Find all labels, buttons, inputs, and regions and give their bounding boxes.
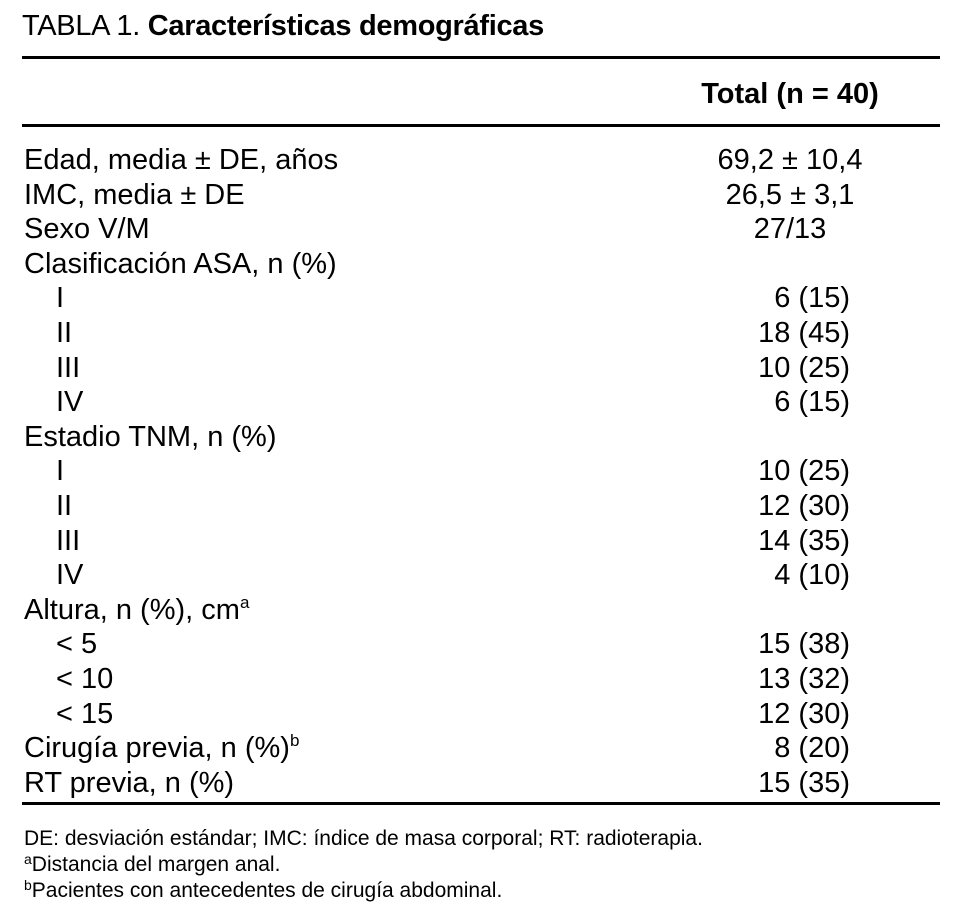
header-rule [22, 124, 940, 127]
table-row [0, 489, 953, 524]
table-row [0, 281, 953, 316]
row-value: 18 (45) [758, 316, 850, 349]
row-label: II [56, 489, 73, 522]
table-title [22, 6, 544, 46]
table-row [0, 178, 953, 213]
row-value: 27/13 [753, 213, 827, 246]
row-label: Clasificación ASA, n (%) [24, 247, 337, 280]
table-row [0, 212, 953, 247]
table-row [0, 558, 953, 593]
table-row [0, 316, 953, 351]
table-row [0, 731, 953, 766]
row-label: Estadio TNM, n (%) [24, 420, 277, 453]
table-row [0, 697, 953, 732]
row-value: 6 (15) [774, 386, 850, 419]
row-value: 13 (32) [758, 662, 850, 695]
row-label: Edad, media ± DE, años [24, 144, 339, 176]
table-body [0, 143, 953, 800]
row-label: IMC, media ± DE [24, 178, 245, 211]
row-value: 4 (10) [774, 559, 850, 592]
row-value: 6 (15) [774, 282, 850, 315]
footnote-a-marker: a [24, 851, 32, 867]
top-rule [22, 56, 940, 59]
table-title-prefix: TABLA 1. [22, 10, 140, 42]
row-label: < 15 [56, 697, 114, 730]
footnote-a-text: Distancia del margen anal. [31, 853, 281, 876]
footnote-abbreviations: DE: desviación estándar; IMC: índice de masa corporal; RT: radioterapia. [24, 827, 703, 850]
row-value: 15 (38) [758, 628, 850, 661]
row-value: 14 (35) [758, 524, 850, 557]
footnote-b [24, 878, 703, 904]
row-label [24, 731, 299, 766]
row-label: IV [56, 559, 84, 592]
column-header-total: Total (n = 40) [701, 78, 879, 110]
row-label: III [56, 351, 81, 384]
row-value: 10 (25) [758, 455, 850, 488]
table-row [0, 662, 953, 697]
row-value: 8 (20) [774, 732, 850, 765]
row-label-text: Cirugía previa, n (%) [24, 732, 290, 765]
table-row [0, 143, 953, 178]
table-title-main: Características demográficas [147, 10, 544, 42]
table-row-group-heading [0, 593, 953, 628]
footnote-marker-a: a [239, 592, 250, 612]
row-label: I [56, 282, 65, 315]
row-label: I [56, 455, 65, 488]
footnote-b-marker: b [24, 877, 32, 893]
row-value: 12 (30) [758, 697, 850, 730]
row-label [24, 593, 249, 628]
table-row-group-heading [0, 420, 953, 455]
table-row [0, 385, 953, 420]
footnote-b-text: Pacientes con antecedentes de cirugía abdominal. [31, 879, 503, 902]
table-row-group-heading [0, 247, 953, 282]
table-row [0, 454, 953, 489]
footnote-marker-b: b [289, 731, 300, 751]
row-value: 10 (25) [758, 351, 850, 384]
row-label: II [56, 316, 73, 349]
table-row [0, 351, 953, 386]
table-row [0, 766, 953, 801]
row-label: < 10 [56, 662, 114, 695]
footnote-a [24, 852, 703, 878]
row-label: < 5 [56, 628, 98, 661]
row-label: Sexo V/M [24, 213, 150, 246]
table-row [0, 524, 953, 559]
row-value: 12 (30) [758, 489, 850, 522]
table-footnotes [24, 826, 703, 904]
row-value: 15 (35) [758, 766, 850, 799]
row-value: 69,2 ± 10,4 [717, 144, 863, 176]
row-label: RT previa, n (%) [24, 766, 235, 799]
row-label: III [56, 524, 81, 557]
row-label: IV [56, 386, 84, 419]
row-value: 26,5 ± 3,1 [725, 178, 855, 211]
table-row [0, 627, 953, 662]
bottom-rule [22, 802, 940, 805]
row-label-text: Altura, n (%), cm [24, 593, 240, 626]
